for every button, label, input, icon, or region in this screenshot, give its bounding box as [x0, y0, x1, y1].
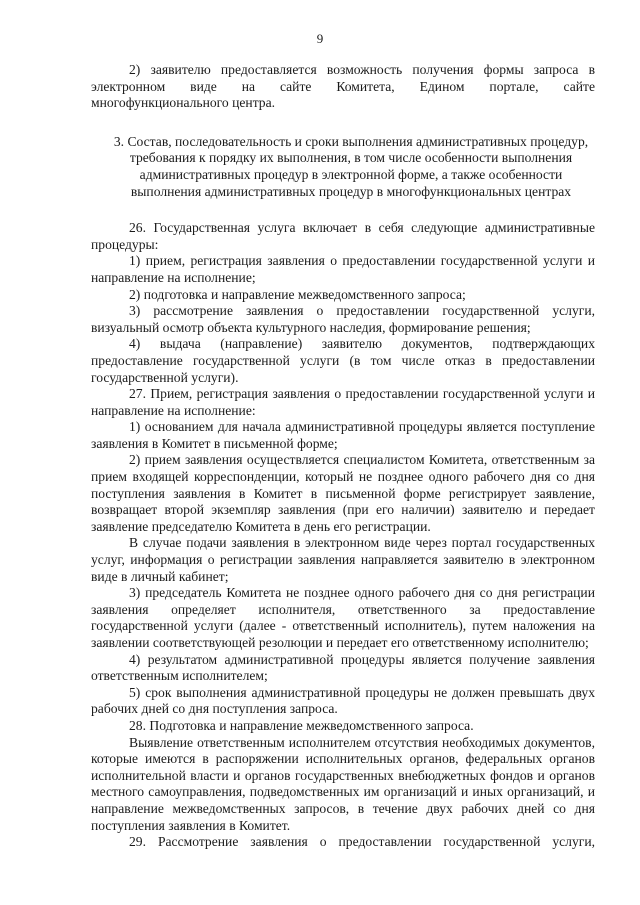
paragraph-26-item-2: 2) подготовка и направление межведомственного запроса;	[129, 286, 466, 302]
section-3-heading: 3. Состав, последовательность и сроки выполнения административных процедур, требования к порядку их выполнения, в том числе особенности выполнения административных процедур в электронной форме, а также особенности выполнения административных процедур в многофункциональных центрах	[113, 133, 589, 199]
paragraph-27: 27. Прием, регистрация заявления о предоставлении государственной услуги и направление на исполнение:	[91, 386, 595, 418]
intro-item-2-line-1: 2) заявителю предоставляется возможность получения формы запроса в	[129, 62, 595, 77]
paragraph-26: 26. Государственная услуга включает в себя следующие административные процедуры:	[91, 220, 595, 252]
document-body	[91, 62, 595, 851]
paragraph-26-item-3: 3) рассмотрение заявления о предоставлении государственной услуги, визуальный осмотр объекта культурного наследия, формирование решения;	[91, 303, 595, 335]
paragraph-27-item-5: 5) срок выполнения административной процедуры не должен превышать двух рабочих дней со дня поступления запроса.	[91, 684, 595, 717]
paragraph-27-item-1: 1) основанием для начала административной процедуры является поступление заявления в Комитет в письменной форме;	[91, 419, 595, 451]
paragraph-26-item-1: 1) прием, регистрация заявления о предоставлении государственной услуги и направление на исполнение;	[91, 253, 595, 285]
page-number: 9	[316, 31, 324, 46]
paragraph-27-item-4: 4) результатом административной процедуры является получение заявления ответственным исполнителем;	[91, 651, 595, 684]
paragraph-27-item-2: 2) прием заявления осуществляется специалистом Комитета, ответственным за прием входящей корреспонденции, который не позднее одного рабочего дня со дня поступления заявления в Комитет в письменной форме регистрирует заявление, возвращает второй экземпляр заявления (при его наличии) заявителю и передает заявление председателю Комитета в день его регистрации.	[91, 452, 595, 534]
intro-item-2-line-3: многофункционального центра.	[91, 95, 276, 111]
paragraph-27-electronic: В случае подачи заявления в электронном виде через портал государственных услуг, информация о регистрации заявления направляется заявителю в электронном виде в личный кабинет;	[91, 535, 595, 584]
paragraph-28: 28. Подготовка и направление межведомственного запроса.	[129, 717, 474, 733]
paragraph-28-body: Выявление ответственным исполнителем отсутствия необходимых документов, которые имеются в распоряжении исполнительных органов, федеральных органов исполнительной власти и органов государственных внебюджетных фондов и органов местного самоуправления, подведомственных им организаций и иных организаций, и направление межведомственных запросов, в течение двух рабочих дней со дня поступления заявления в Комитет.	[91, 734, 595, 833]
paragraph-26-item-4: 4) выдача (направление) заявителю документов, подтверждающих предоставление государственной услуги (в том числе отказ в предоставлении государственной услуги).	[91, 336, 595, 385]
paragraph-27-item-3: 3) председатель Комитета не позднее одного рабочего дня со дня регистрации заявления определяет исполнителя, ответственного за предоставление государственной услуги (далее - ответственный исполнитель), путем наложения на заявлении соответствующей резолюции и передает его ответственному исполнителю;	[91, 585, 595, 650]
intro-item-2-line-2: электронном виде на сайте Комитета, Едином портале, сайте	[91, 78, 595, 94]
paragraph-29: 29. Рассмотрение заявления о предоставлении государственной услуги,	[129, 834, 595, 850]
